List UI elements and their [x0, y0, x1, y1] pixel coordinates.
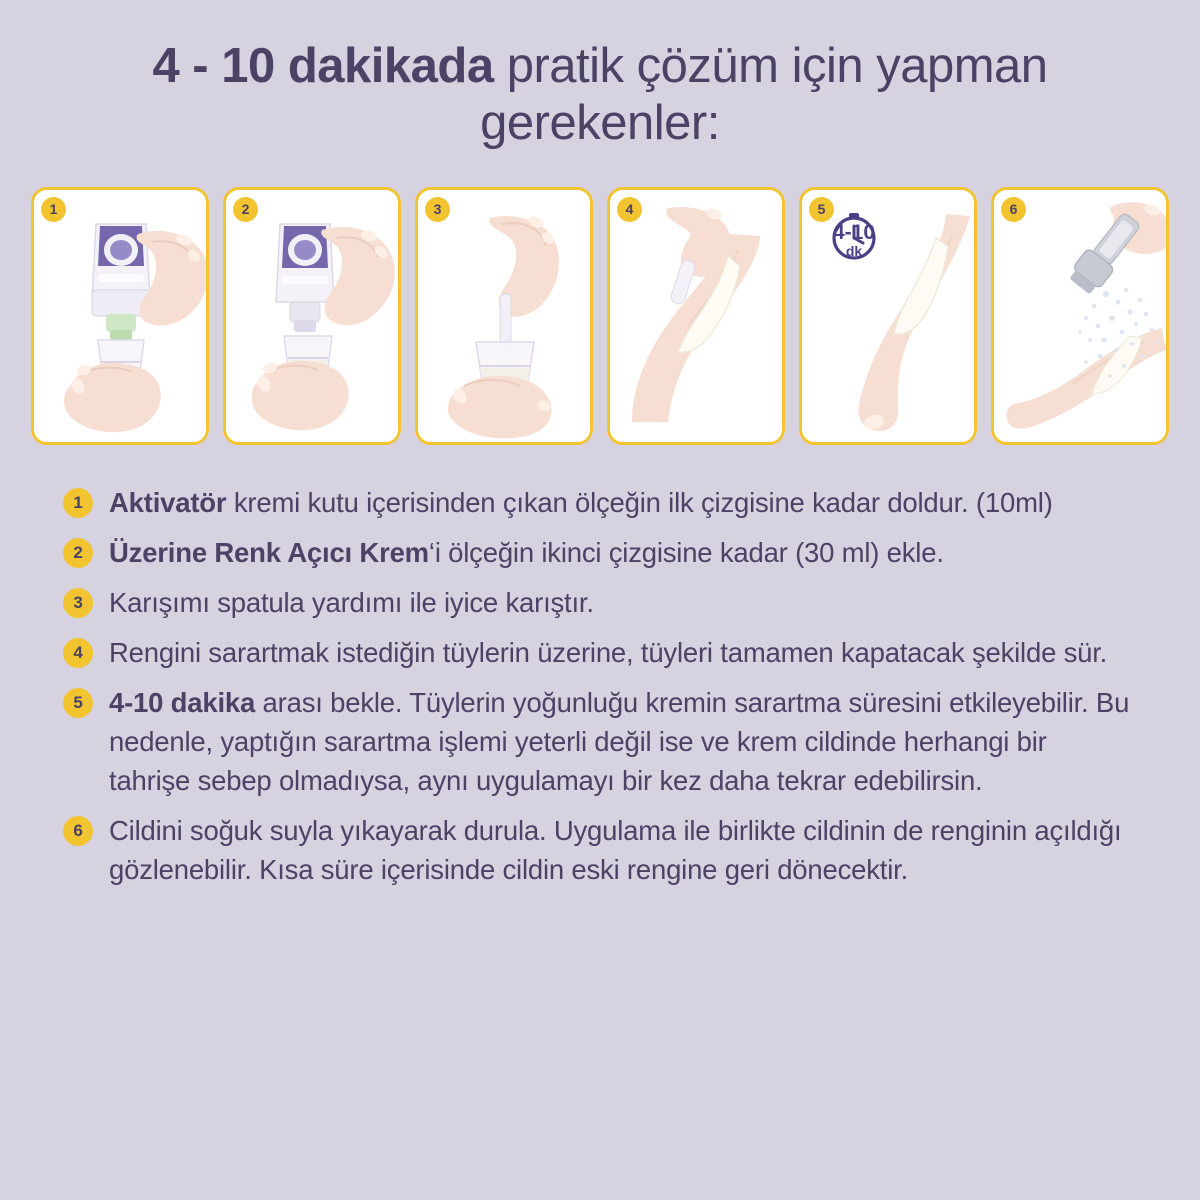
step-badge-4: 4 [617, 197, 642, 222]
step-badge-3: 3 [425, 197, 450, 222]
hand-squeezing-second-tube-into-cup-icon [226, 190, 398, 442]
list-item-text-6: Cildini soğuk suyla yıkayarak durula. Uygulama ile birlikte cildinin de renginin açıldığı gözlenebilir. Kısa süre içerisinde cildin eski rengine geri dönecektir. [109, 814, 1122, 886]
list-item-text-5: arası bekle. Tüylerin yoğunluğu kremin sarartma süresini etkileyebilir. Bu nedenle, yaptığın sarartma işlemi yeterli değil ise ve krem cildinde herhangi bir tahrişe sebep olmadıysa, aynı uygulamayı bir kez daha tekrar edebilirsin. [109, 686, 1130, 796]
step-card-6 [991, 187, 1169, 445]
step-badge-1: 1 [41, 197, 66, 222]
list-item-text-3: Karışımı spatula yardımı ile iyice karıştır. [109, 586, 594, 618]
list-bullet-6: 6 [63, 816, 93, 846]
list-item-bold-1: Aktivatör [109, 486, 227, 518]
hand-mixing-with-spatula-icon [418, 190, 590, 442]
page-title [55, 38, 1145, 153]
hand-applying-cream-to-arm-icon [610, 190, 782, 442]
timer-badge [818, 216, 890, 260]
step-badge-2: 2 [233, 197, 258, 222]
list-bullet-1: 1 [63, 488, 93, 518]
hand-squeezing-tube-into-cup-icon [34, 190, 206, 442]
step-card-1 [31, 187, 209, 445]
list-item [63, 483, 1135, 522]
shower-rinsing-arm-icon [994, 190, 1166, 442]
list-bullet-4: 4 [63, 638, 93, 668]
step-card-3 [415, 187, 593, 445]
list-item [63, 683, 1135, 800]
page-title-rest: pratik çözüm için yapman gerekenler: [480, 39, 1048, 151]
timer-unit: dk [845, 242, 863, 259]
list-bullet-2: 2 [63, 538, 93, 568]
list-item-text-2: ‘i ölçeğin ikinci çizgisine kadar (30 ml) ekle. [428, 536, 944, 568]
step-card-2 [223, 187, 401, 445]
list-bullet-5: 5 [63, 688, 93, 718]
list-item [63, 583, 1135, 622]
instruction-list [55, 483, 1145, 889]
step-badge-5: 5 [809, 197, 834, 222]
step-card-5 [799, 187, 977, 445]
page-title-strong: 4 - 10 dakikada [152, 39, 494, 93]
step-badge-6: 6 [1001, 197, 1026, 222]
list-item-text-4: Rengini sarartmak istediğin tüylerin üzerine, tüyleri tamamen kapatacak şekilde sür. [109, 636, 1108, 668]
step-card-4 [607, 187, 785, 445]
list-item [63, 533, 1135, 572]
step-strip [49, 187, 1145, 445]
list-item-bold-5: 4-10 dakika [109, 686, 256, 718]
list-item [63, 811, 1135, 889]
list-item-bold-2: Üzerine Renk Açıcı Krem [109, 536, 429, 568]
list-item-text-1: kremi kutu içerisinden çıkan ölçeğin ilk çizgisine kadar doldur. (10ml) [226, 486, 1053, 518]
list-item [63, 633, 1135, 672]
timer-time: 4-10 [832, 220, 876, 244]
list-bullet-3: 3 [63, 588, 93, 618]
